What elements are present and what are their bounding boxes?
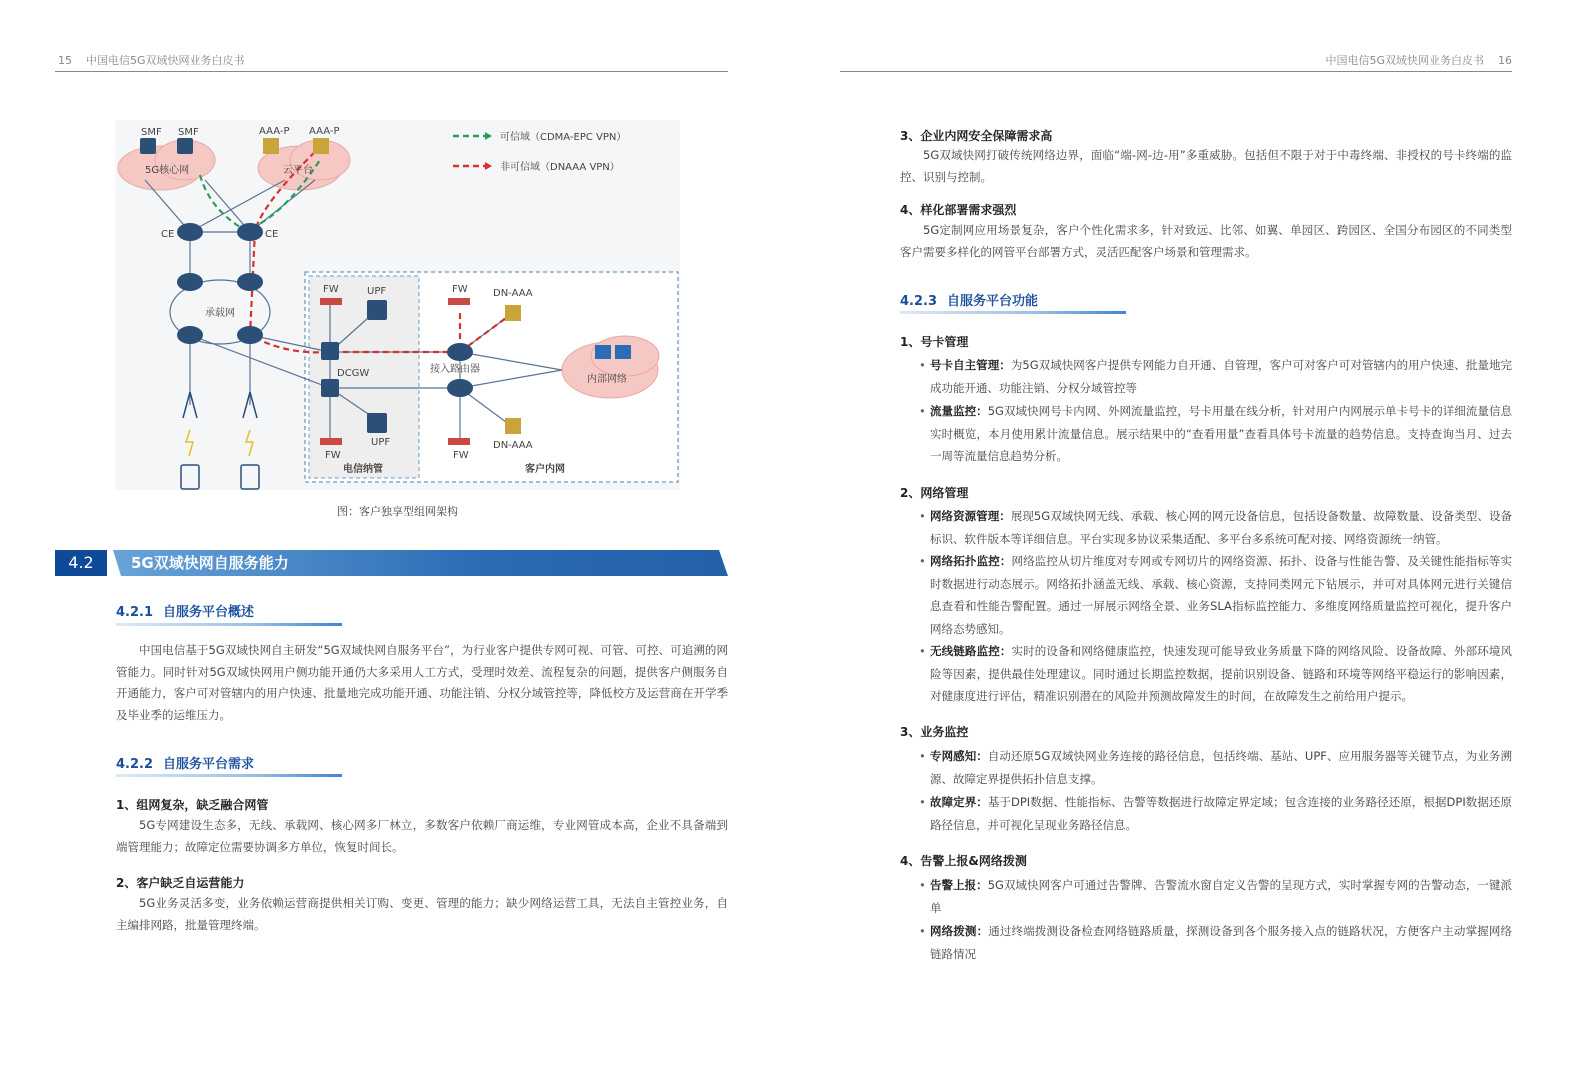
- svg-text:5G核心网: 5G核心网: [145, 165, 190, 176]
- svg-text:DN-AAA: DN-AAA: [493, 440, 533, 451]
- svg-text:SMF: SMF: [141, 127, 162, 138]
- svg-text:接入路由器: 接入路由器: [430, 364, 480, 375]
- function-bullet: • 故障定界：基于DPI数据、性能指标、告警等数据进行故障定界定域；包含连接的业务路径还原，根据DPI数据还原路径信息，并可视化呈现业务路径信息。: [919, 795, 1512, 832]
- function-group-title: 3、业务监控: [900, 725, 969, 739]
- section-banner: [55, 550, 728, 576]
- function-group-title: 1、号卡管理: [900, 335, 969, 349]
- svg-text:CE: CE: [265, 229, 279, 240]
- function-bullet: • 网络拓扑监控：网络监控从切片维度对专网或专网切片的网络资源、拓扑、设备与性能告警、及关键性能指标等实时数据进行动态展示。网络拓扑涵盖无线、承载、核心资源，支持同类网元下钻展示，并可对具体网元进行关键信息查看和性能告警配置。通过一屏展示网络全景、业务SLA指标监控能力、多维度网络质量监控可视化，提升客户网络态势感知。: [919, 554, 1512, 636]
- subsection-heading-423: 4.2.3 自服务平台功能: [900, 294, 1039, 309]
- svg-text:电信纳管: 电信纳管: [343, 464, 383, 475]
- subsection-heading-421: 4.2.1 自服务平台概述: [116, 605, 255, 620]
- svg-text:UPF: UPF: [367, 286, 387, 297]
- svg-text:FW: FW: [325, 450, 341, 461]
- requirement-text: 5G业务灵活多变，业务依赖运营商提供相关订购、变更、管理的能力；缺少网络运营工具，无法自主管控业务，自主编排网路，批量管理终端。: [116, 896, 728, 932]
- svg-text:DN-AAA: DN-AAA: [493, 288, 533, 299]
- section-number: 4.2: [55, 550, 107, 576]
- requirement-title: 1、组网复杂，缺乏融合网管: [116, 798, 269, 812]
- figure-caption: 图：客户独享型组网架构: [337, 505, 458, 518]
- svg-text:内部网络: 内部网络: [587, 374, 627, 385]
- function-bullet: • 专网感知：自动还原5G双域快网业务连接的路径信息，包括终端、基站、UPF、应用服务器等关键节点，为业务溯源、故障定界提供拓扑信息支撑。: [919, 749, 1512, 786]
- subheading-underline: [116, 774, 342, 777]
- function-bullet: • 网络资源管理：展现5G双域快网无线、承载、核心网的网元设备信息，包括设备数量、故障数量、设备类型、设备标识、软件版本等详细信息。平台实现多协议采集适配、多平台多系统可配对接、网络资源统一纳管。: [919, 509, 1512, 546]
- requirement-text: 5G双域快网打破传统网络边界，面临“端-网-边-用”多重威胁。包括但不限于对于中毒终端、非授权的号卡终端的监控、识别与控制。: [900, 148, 1512, 184]
- svg-text:承载网: 承载网: [205, 308, 235, 319]
- function-group-title: 4、告警上报&网络拨测: [900, 854, 1027, 868]
- section-title: 5G双域快网自服务能力: [131, 554, 289, 572]
- svg-text:UPF: UPF: [371, 437, 391, 448]
- subheading-underline: [900, 311, 1126, 314]
- running-header-right: [1325, 52, 1512, 68]
- svg-text:CE: CE: [161, 229, 175, 240]
- function-bullet: • 号卡自主管理：为5G双域快网客户提供专网能力自开通、自管理，客户可对客户可对管辖内的用户快速、批量地完成功能开通、功能注销、分权分域管控等: [919, 358, 1512, 395]
- function-bullet: • 告警上报：5G双域快网客户可通过告警牌、告警流水窗自定义告警的呈现方式，实时掌握专网的告警动态，一键派单: [919, 878, 1512, 915]
- overview-paragraph: 中国电信基于5G双域快网自主研发“5G双域快网自服务平台”，为行业客户提供专网可视、可管、可控、可追溯的网管能力。同时针对5G双域快网用户侧功能开通仍大多采用人工方式，受理时效差、流程复杂的问题，提供客户侧服务自开通能力，客户可对管辖内的用户快速、批量地完成功能开通、功能注销、分权分域管控等，降低校方及运营商在开学季及毕业季的运维压力。: [116, 643, 728, 722]
- left-page: [0, 0, 780, 1077]
- svg-text:DCGW: DCGW: [337, 368, 370, 379]
- requirement-text: 5G定制网应用场景复杂，客户个性化需求多，针对致远、比邻、如翼、单园区、跨园区、全国分布园区的不同类型客户需要多样化的网管平台部署方式，灵活匹配客户场景和管理需求。: [900, 223, 1512, 259]
- svg-text:云平台: 云平台: [283, 165, 313, 176]
- running-header-left: [58, 52, 245, 68]
- svg-text:SMF: SMF: [178, 127, 199, 138]
- svg-text:FW: FW: [453, 450, 469, 461]
- right-page: [800, 0, 1587, 1077]
- subsection-heading-422: 4.2.2 自服务平台需求: [116, 757, 255, 772]
- subheading-underline: [116, 623, 342, 626]
- svg-text:AAA-P: AAA-P: [259, 126, 290, 137]
- requirement-title: 3、企业内网安全保障需求高: [900, 129, 1053, 143]
- legend-untrusted: 非可信域（DNAAA VPN）: [500, 162, 620, 173]
- running-title: 中国电信5G双域快网业务白皮书: [1325, 54, 1484, 67]
- svg-text:FW: FW: [452, 284, 468, 295]
- requirement-title: 4、样化部署需求强烈: [900, 203, 1017, 217]
- function-bullet: • 网络拨测：通过终端拨测设备检查网络链路质量，探测设备到各个服务接入点的链路状况，方便客户主动掌握网络链路情况: [919, 924, 1512, 961]
- svg-text:客户内网: 客户内网: [525, 464, 565, 475]
- page-number: 16: [1498, 54, 1512, 67]
- network-architecture-diagram: [115, 120, 680, 490]
- function-bullet: • 无线链路监控：实时的设备和网络健康监控，快速发现可能导致业务质量下降的网络风险、设备故障、外部环境风险等因素，提供最佳处理建议。同时通过长期监控数据，提前识别设备、链路和环境等网络平稳运行的影响因素，对健康度进行评估，精准识别潜在的风险并预测故障发生的时间，在故障发生之前给用户提示。: [919, 644, 1512, 703]
- svg-text:FW: FW: [323, 284, 339, 295]
- running-title: 中国电信5G双域快网业务白皮书: [86, 54, 245, 67]
- legend-trusted: 可信域（CDMA-EPC VPN）: [500, 132, 627, 143]
- svg-text:AAA-P: AAA-P: [309, 126, 340, 137]
- requirement-title: 2、客户缺乏自运营能力: [116, 876, 245, 890]
- function-bullet: • 流量监控：5G双域快网号卡内网、外网流量监控，号卡用量在线分析，针对用户内网展示单卡号卡的详细流量信息实时概览，本月使用累计流量信息。展示结果中的“查看用量”查看具体号卡流量的趋势信息。支持查询当月、过去一周等流量信息趋势分析。: [919, 404, 1512, 463]
- function-group-title: 2、网络管理: [900, 486, 969, 500]
- header-rule: [840, 71, 1512, 72]
- header-rule: [55, 71, 728, 72]
- requirement-text: 5G专网建设生态多，无线、承载网、核心网多厂林立，多数客户依赖厂商运维，专业网管成本高，企业不具备端到端管理能力；故障定位需要协调多方单位，恢复时间长。: [116, 818, 728, 854]
- page-number: 15: [58, 54, 72, 67]
